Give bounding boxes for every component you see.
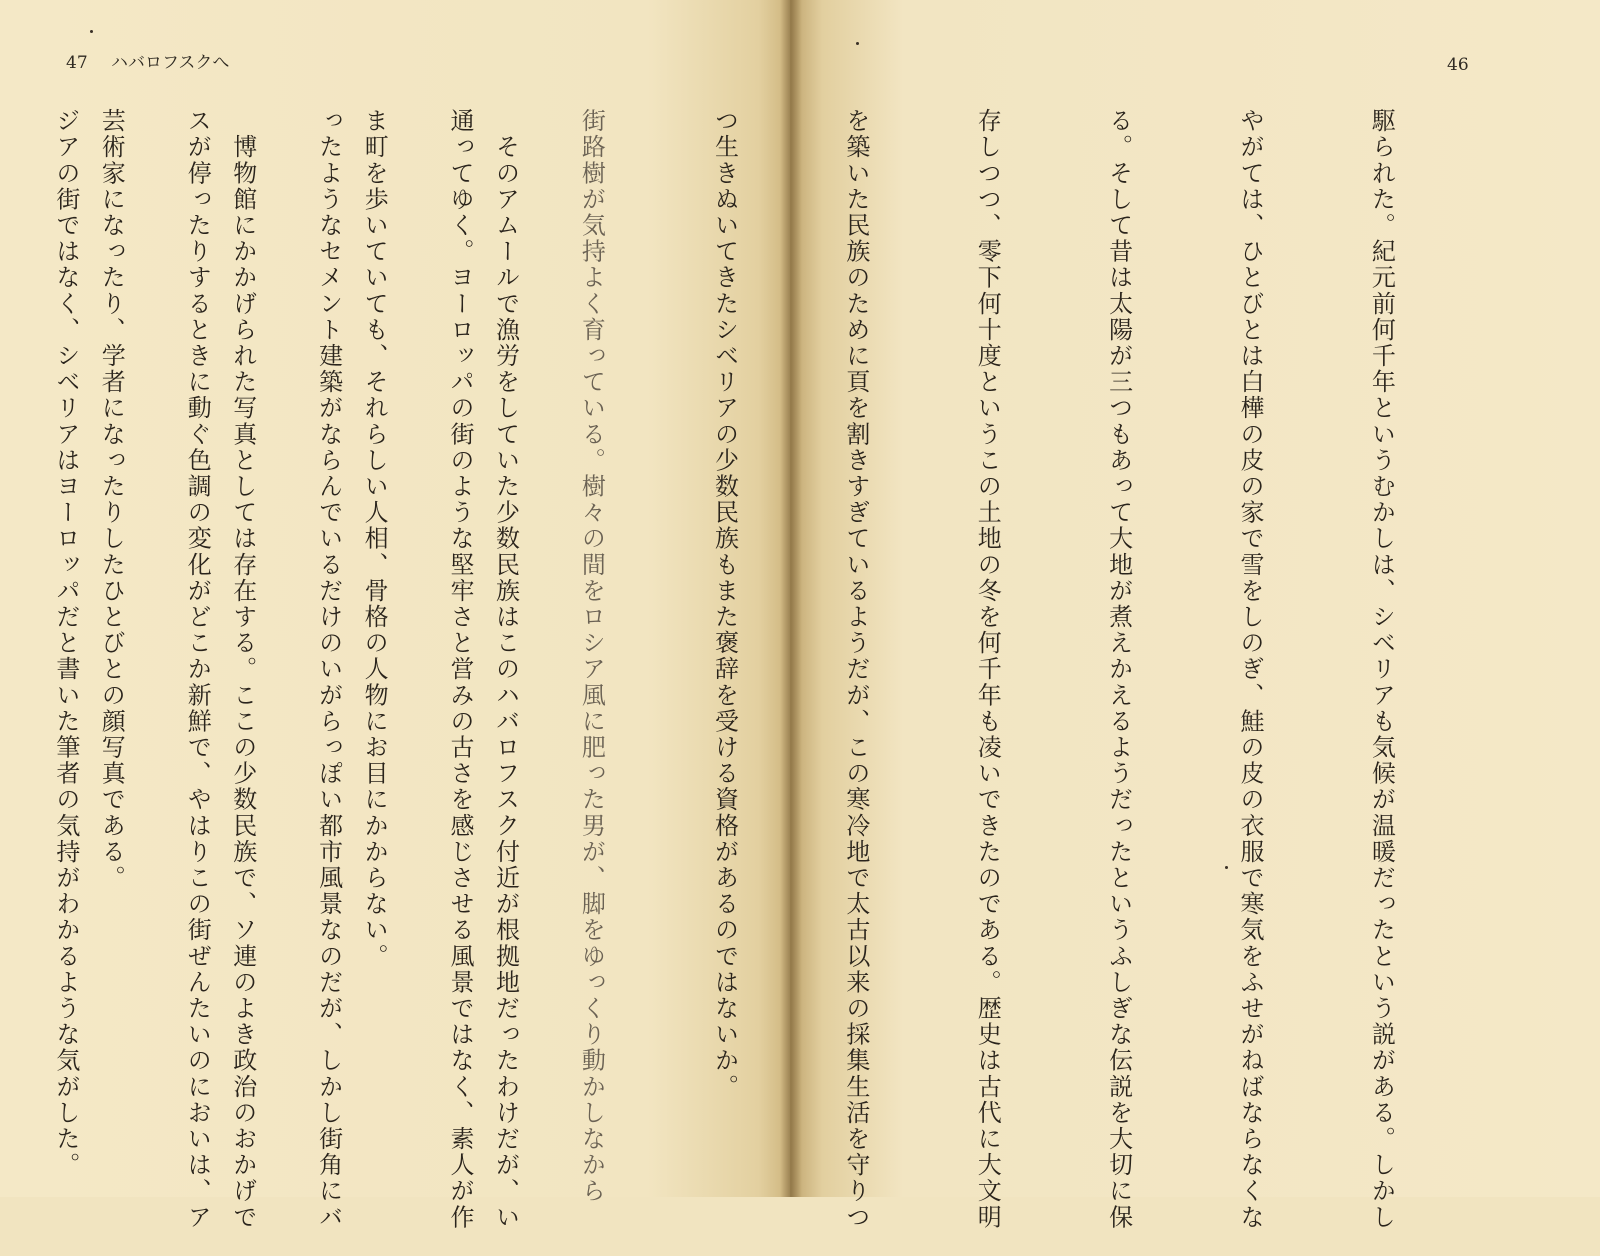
text-line: 博物館にかかげられた写真としては存在する。ここの少数民族で、ソ連のよき政治のおかげで — [228, 108, 257, 1231]
text-line: スが停ったりするときに動ぐ色調の変化がどこか新鮮で、やはりこの街ぜんたいのにおいは、ア — [183, 108, 212, 1231]
left-page-number: 47 — [66, 53, 88, 73]
paper-speck — [90, 30, 93, 33]
text-line: 駆られた。紀元前何千年というむかしは、シベリアも気候が温暖だったという説がある。しかし — [1367, 108, 1396, 1231]
text-line: やがては、ひとびとは白樺の皮の家で雪をしのぎ、鮭の皮の衣服で寒気をふせがねばならなくな — [1236, 108, 1265, 1231]
text-line: 通ってゆく。ヨーロッパの街のような堅牢さと営みの古さを感じさせる風景ではなく、素人が作 — [446, 108, 475, 1231]
running-head: ハバロフスクへ — [111, 53, 230, 73]
text-line: そのアムールで漁労をしていた少数民族はこのハバロフスク付近が根拠地だったわけだが、い — [491, 108, 520, 1231]
text-line: 街路樹が気持よく育っている。樹々の間をロシア風に肥った男が、脚をゆっくり動かしなから — [577, 108, 606, 1205]
paper-speck — [1225, 866, 1228, 869]
text-line — [0, 108, 1, 1138]
text-line: ジアの街ではなく、シベリアはヨーロッパだと書いた筆者の気持がわかるような気がした。 — [51, 108, 80, 1179]
text-line: を築いた民族のために頁を割きすぎているようだが、この寒冷地で太古以来の採集生活を守りつ — [841, 108, 870, 1231]
text-line: る。そして昔は太陽が三つもあって大地が煮えかえるようだったというふしぎな伝説を大切に保 — [1104, 108, 1133, 1231]
text-line: ったようなセメント建築がならんでいるだけのいがらっぽい都市風景なのだが、しかし街角にバ — [314, 108, 343, 1231]
book-gutter — [780, 0, 802, 1197]
text-line: 芸術家になったり、学者になったりしたひとびとの顔写真である。 — [97, 108, 126, 891]
left-page-header — [66, 48, 229, 73]
text-line: ま町を歩いていても、それらしい人相、骨格の人物にお目にかからない。 — [360, 108, 389, 970]
text-line: 存しつつ、零下何十度というこの土地の冬を何千年も凌いできたのである。歴史は古代に大文明 — [973, 108, 1002, 1231]
right-page-number: 46 — [1447, 55, 1469, 75]
paper-speck — [856, 42, 859, 45]
text-line: つ生きぬいてきたシベリアの少数民族もまた褒辞を受ける資格があるのではないか。 — [710, 108, 739, 1100]
